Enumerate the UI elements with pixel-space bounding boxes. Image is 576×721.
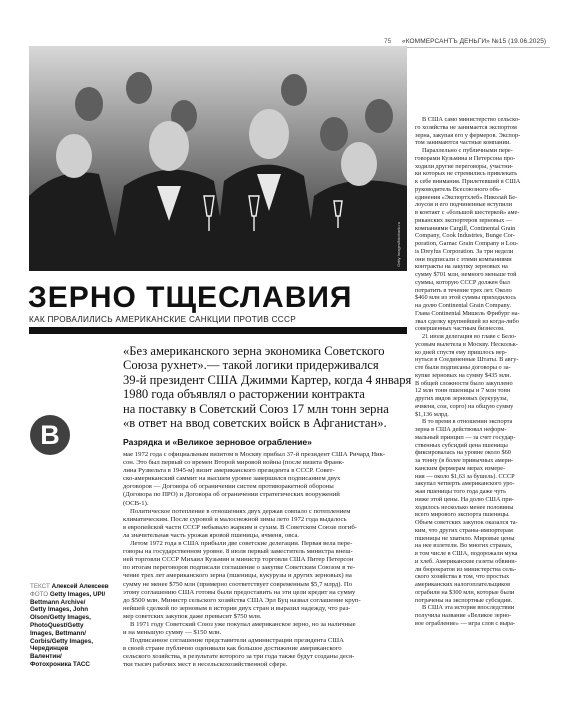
headline-bar [29,327,407,334]
body-line: звал сделку крупнейшей из когда-либо [415,317,519,325]
pull-quote-line: Союза рухнет».— такой логики придерживался [123,358,379,373]
pull-quote [123,344,412,431]
body-line: на нее взлетели. Во многих странах, [415,542,513,550]
credit-photo-line: Getty Images, John [30,606,89,614]
body-line: руководитель Всесоюзного объ- [415,185,502,193]
body-line: договоров — Договора об ограничении систем противоракетной обороны [123,483,334,491]
body-line: к себе внимания. Прилетевший в США [415,178,521,185]
body-line: нейшей сделкой по зерновым в истории двух стран и выразил надежду, что раз- [123,604,351,612]
body-line: ского хозяйства в том, что простых [415,573,510,581]
body-line: сон. Это был первый со времен Второй мировой войны (после визита Франк- [123,459,345,467]
body-line: они подписали с этими компаниями [415,255,512,263]
body-line: poration, Garnac Grain Company и Lou- [415,240,519,247]
body-line: сте были подписаны договоры о за- [415,364,511,371]
publication-line: «КОММЕРСАНТЪ ДЕНЬГИ» №15 (19.06.2025) [402,38,547,45]
body-line: и на меньшую сумму — $150 млн. [123,629,222,637]
body-line: чение трех лет американского зерна (пшеницы, кукурузы и других зерновых) на [123,572,352,580]
body-line: зерна в США действовал неформ- [415,426,507,433]
body-line: купке зерновых на сумму $435 млн. [415,371,512,379]
body-line: сельского хозяйства, в результате которого за три года также будут созданы деся- [123,653,355,661]
body-line: в европейской части СССР небывало жарким и сухим. В Советском Союзе погиб- [123,523,357,531]
credit-photo-label: ФОТО [30,590,49,598]
body-line: тки тысяч рабочих мест в несельскохозяйственной сфере. [123,661,288,669]
body-line: ственных субсидий цена пшеницы [415,441,508,449]
credit-photo-line: PhotoQuest/Getty [30,621,84,629]
body-line: до $500 млн. Министр сельского хозяйства США Эрл Буц назвал соглашение круп- [123,596,361,604]
body-line: по итогам переговоров подписали соглашение о закупке Советским Союзом в те- [123,564,356,572]
body-line: компаниями Cargill, Continental Grain [415,224,516,232]
body-line: ния — около $1,63 за бушель). СССР [415,472,515,480]
body-line: лоусов и его подчиненные вступили [415,201,512,209]
credit-photo-line: Черединцев [30,645,69,653]
credit-photo-line: Images, Bettmann/ [30,629,86,637]
body-line: жая пшеницы того года даже чуть [415,488,507,495]
body-line: ходили другие переговоры, участни- [415,162,514,170]
header-rule [384,47,550,48]
pull-quote-line: «Без американского зерна экономика Советского [123,344,385,358]
photo-illustration [29,46,407,271]
body-line: В США само министерство сельско- [422,116,521,123]
body-line: в своей стране публично оценивали как большое достижение американского [123,645,342,653]
hero-photo [29,46,407,271]
body-line: в том числе в США, подорожали мука [415,550,518,557]
body-line: получила название «Великое зерно- [415,612,512,619]
headline: ЗЕРНО ТЩЕСЛАВИЯ [28,281,353,314]
body-line: говоры на государственном уровне. 8 июля первый заместитель министра внеш- [123,548,353,556]
body-line: единения «Экспортхлеб» Николай Бе- [415,193,518,201]
body-line: контракты на закупку зерновых на [415,263,508,271]
body-line: Подписанное соглашение представители администрации президента США [130,637,344,645]
body-line: том занимаются частные компании. [415,139,511,147]
body-line: (ОСВ-1). [123,499,149,507]
body-line: усовым вылетела в Москву. Нескольк- [415,340,518,348]
photo-credit: Getty Images/fotobank.ru [396,222,401,267]
credit-photo-line: Getty Images, UPI/ [49,590,106,598]
body-line: лина Рузвельта в 1945-м) визит американского президента в СССР. Совет- [123,467,335,475]
body-line: ограбили на $300 млн, которые были [415,588,515,596]
credit-text-label: ТЕКСТ [30,583,50,590]
body-line: 12 млн тонн пшеницы и 7 млн тонн [415,387,511,395]
body-line: is Dreyfus Corporation. За три недели [415,247,514,255]
body-line: (Договора по ПРО) и Договора об ограничении стратегических вооружений [123,491,340,499]
body-line: других видов зерновых (кукурузы, [415,395,509,402]
body-line: Параллельно с публичными пере- [422,147,513,154]
body-line: совершенных частным бизнесом. [415,325,505,333]
body-line: зерна, закупая его у фермеров. Экспор- [415,131,521,139]
article-body [123,451,407,670]
body-line: ко дней спустя ему пришлось вер- [415,348,507,356]
body-line: го хозяйства не занимается экспортом [415,123,517,131]
credit-text-author: Алексей Алексеев [51,583,109,590]
body-line: нуться в Соединенные Штаты. В авгу- [415,356,519,364]
body-line: ким, что других страны-импортерам [415,526,513,534]
body-line: американских налогоплательщиков [415,581,511,588]
body-line: суммы, которую СССР должен был [415,278,510,286]
page-number: 75 [384,38,392,45]
body-line: В США эта история впоследствии [422,604,515,612]
body-line: Политическое потепление в отношениях двух держав совпало с потеплением [130,507,351,515]
credit-photo-line: Bettmann Archive/ [30,598,86,606]
body-line: вое ограбление» — игра слов с выра- [415,619,516,627]
body-line: сумму $701 млн, немного меньше той [415,271,517,278]
body-line: говорами Кузьмина и Петерсона про- [415,154,516,162]
body-line: мае 1972 года с официальным визитом в Москву прибыл 37-й президент США Ричард Ник- [123,451,386,458]
body-line: потратить в течение трех лет. Около [415,286,512,294]
body-line: Глава Continental Мишель Фрибург на- [415,309,520,317]
body-line: канским фермерам мерах измере- [415,464,506,472]
body-line: ли бюрократов из министерства сель- [415,565,517,573]
body-line: ки которых не стремились привлекать [415,170,518,178]
body-line: климатическим. После суровой и малоснежной зимы лето 1972 года выдалось [123,515,347,523]
credit-photo-line: Olson/Getty Images, [30,614,91,622]
article-right-column [415,116,553,628]
body-line: фиксировалась на уровне около $60 [415,449,511,457]
credit-photo-line: Валентин/ [30,653,62,661]
pull-quote-line: «в ответ на ввод советских войск в Афганистан». [123,416,387,431]
body-line: Объем советских закупок оказался та- [415,519,518,526]
body-line: мальный принцип — за счет государ- [415,433,516,441]
body-line: за тонну (в более привычных амери- [415,457,514,464]
body-line: мер советских закупок даже превысит $750 млн. [123,612,262,620]
body-line: в контакт с «большой шестеркой» аме- [415,209,520,216]
section-subhead: Разрядка и «Великое зерновое ограбление» [123,437,312,447]
body-line: ско-американский саммит на высшем уровне завершился подписанием двух [123,475,341,483]
drop-cap: В [30,415,70,455]
pull-quote-line: на поставку в Советский Союз 17 млн тонн зерна [123,401,389,416]
credit-photo-line: Фотохроника ТАСС [30,660,90,668]
credit-photo-line: Corbis/Getty Images, [30,637,93,645]
pull-quote-line: 39-й президент США Джимми Картер, когда 4 января [123,372,412,387]
deck: КАК ПРОВАЛИЛИСЬ АМЕРИКАНСКИЕ САНКЦИИ ПРОТИВ СССР [29,315,296,324]
body-line: ней торговли СССР Михаил Кузьмин и министр торговли США Питер Петерсон [123,556,354,564]
body-line: ниже этой цены. На долю США при- [415,495,515,503]
pull-quote-line: 1980 года объявлял о расторжении контракта [123,387,365,402]
body-line: этому соглашению США готовы были предоставить на эти цели кредит на сумму [123,588,356,596]
body-line: В 1971 году Советский Союз уже покупал американское зерно, но за наличные [130,620,356,628]
body-line: В общей сложности было закуплено [415,379,513,387]
credits-block [30,583,118,669]
body-line: потрачены на экспортные субсидии. [415,596,513,604]
body-line: 21 июля делегация во главе с Бело- [422,333,517,340]
body-line: пшеницы не хватило. Мировые цены [415,534,515,542]
body-line: и хлеб. Американские газеты обвини- [415,557,517,565]
body-line: Company, Cook Industries, Bunge Cor- [415,232,515,240]
body-line: В то время в отношении экспорта [422,418,513,426]
body-line: ходилось несколько менее половины [415,503,514,511]
body-line: риканских экспортеров зерновых — [415,216,513,224]
body-line: $460 млн из этой суммы приходилось [415,294,517,302]
body-line: сумму не менее $750 млн (примерно соответствует современным $5,7 млрд). По [123,580,353,588]
body-line: ячменя, сои, сорго) на общую сумму [415,402,514,410]
body-line: ла значительная часть урожая яровой пшеницы, ячменя, овса. [123,531,300,539]
body-line: Летом 1972 года в США прибыли две советские делегации. Первая вела пере- [130,540,353,548]
body-line: всего мирового экспорта пшеницы. [415,511,510,519]
body-line: на долю Continental Grain Company. [415,302,511,309]
body-line: закупал четверть американского уро- [415,480,515,488]
body-line: $1,136 млрд. [415,410,449,418]
